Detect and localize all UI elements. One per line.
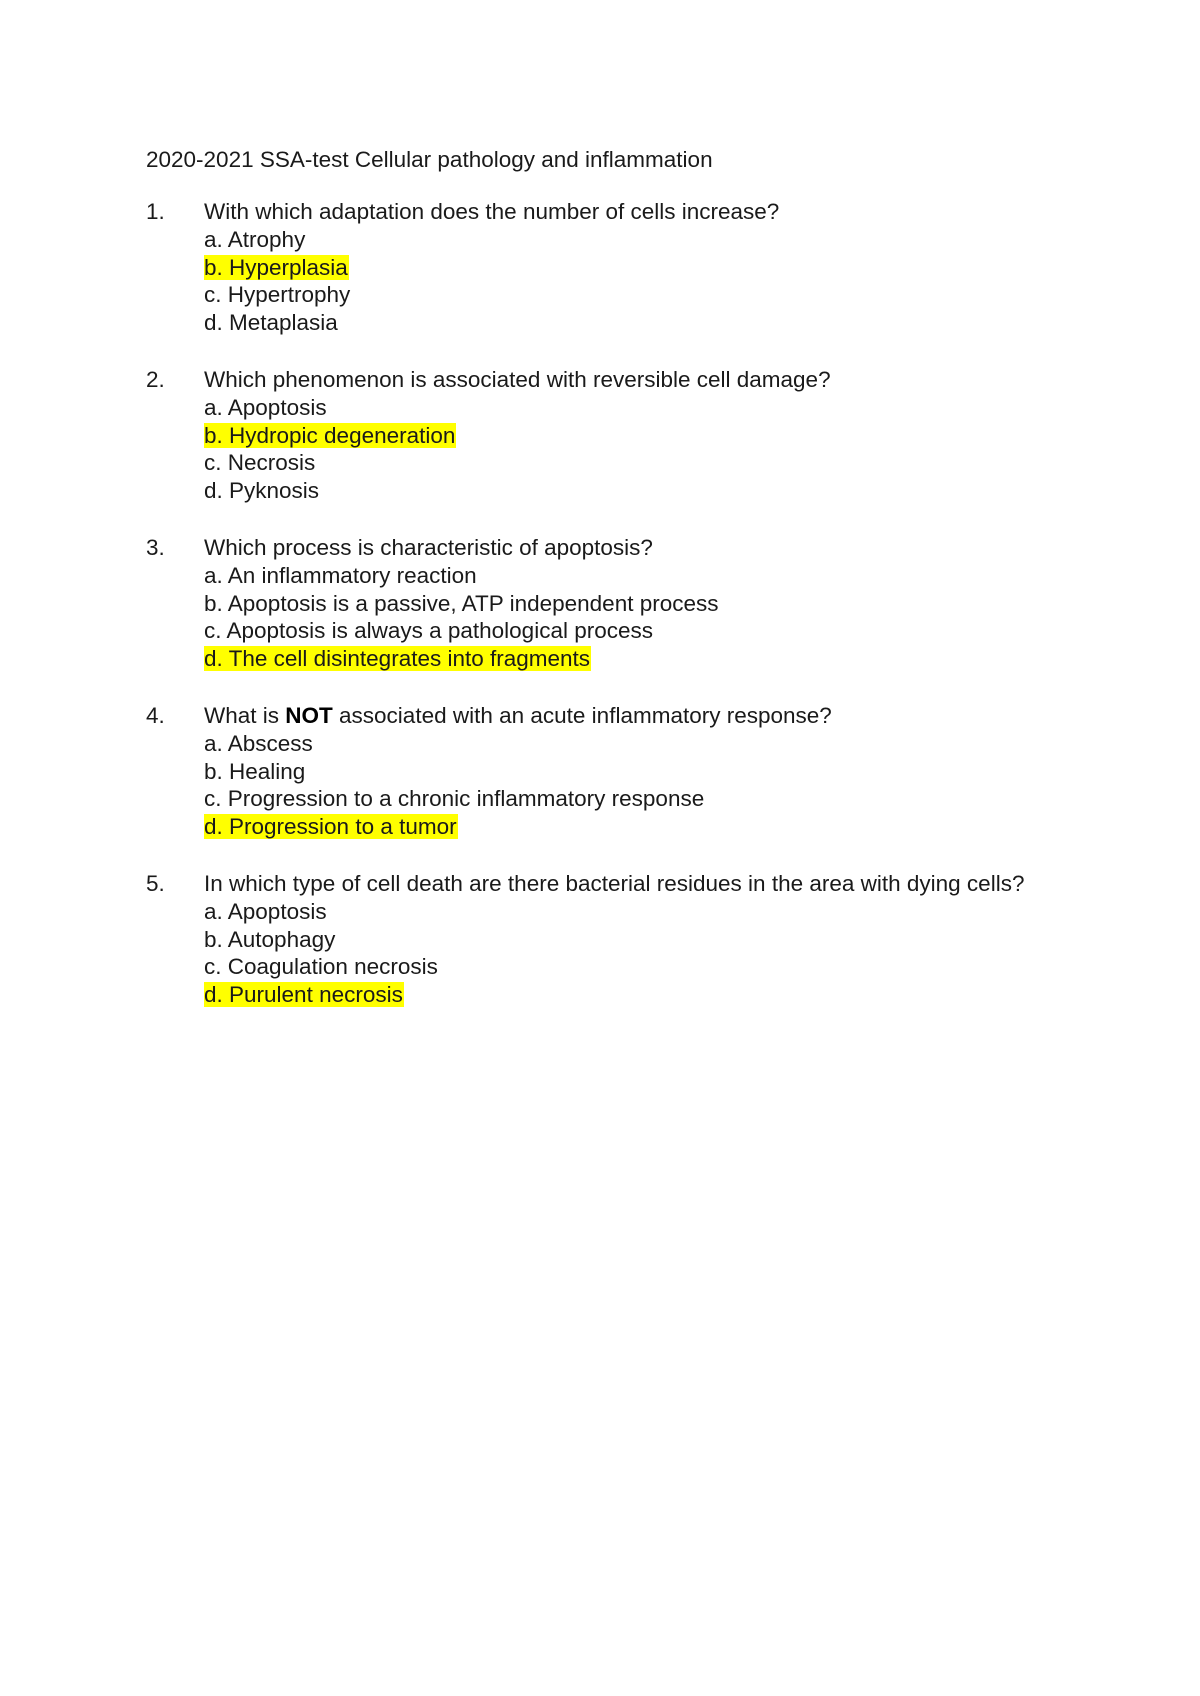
option-list — [204, 898, 1046, 1009]
option-c: c. Coagulation necrosis — [204, 954, 438, 980]
option-d: d. Pyknosis — [204, 478, 320, 504]
question-number: 3. — [146, 535, 165, 560]
question-number: 4. — [146, 703, 165, 728]
option-c: c. Apoptosis is always a pathological process — [204, 618, 653, 644]
question-number: 1. — [146, 199, 165, 224]
option-a: a. Apoptosis — [204, 394, 327, 420]
question-3 — [146, 534, 1046, 673]
document-title: 2020-2021 SSA-test Cellular pathology and inflammation — [146, 147, 713, 172]
emphasis-not: NOT — [285, 703, 333, 728]
question-text: What is NOT associated with an acute inflammatory response? — [204, 703, 832, 728]
option-a: a. Atrophy — [204, 226, 306, 252]
question-text: With which adaptation does the number of cells increase? — [204, 199, 780, 224]
question-text: In which type of cell death are there bacterial residues in the area with dying cells? — [204, 871, 1025, 896]
option-d: d. The cell disintegrates into fragments — [204, 646, 591, 672]
question-1 — [146, 198, 1046, 337]
option-c: c. Progression to a chronic inflammatory response — [204, 786, 705, 812]
question-2 — [146, 366, 1046, 505]
option-a: a. Apoptosis — [204, 898, 327, 924]
option-d: d. Purulent necrosis — [204, 982, 403, 1008]
option-c: c. Necrosis — [204, 450, 316, 476]
option-a: a. Abscess — [204, 730, 313, 756]
question-number: 5. — [146, 871, 165, 896]
question-number: 2. — [146, 367, 165, 392]
option-c: c. Hypertrophy — [204, 282, 351, 308]
option-d: d. Progression to a tumor — [204, 814, 457, 840]
option-d: d. Metaplasia — [204, 310, 338, 336]
option-b: b. Hyperplasia — [204, 254, 348, 280]
question-text: Which phenomenon is associated with reversible cell damage? — [204, 367, 831, 392]
option-list — [204, 394, 1046, 505]
option-list — [204, 730, 1046, 841]
option-b: b. Healing — [204, 758, 306, 784]
question-4 — [146, 702, 1046, 841]
option-b: b. Apoptosis is a passive, ATP independent process — [204, 590, 719, 616]
question-5 — [146, 870, 1046, 1009]
option-a: a. An inflammatory reaction — [204, 562, 477, 588]
option-b: b. Autophagy — [204, 926, 336, 952]
question-text: Which process is characteristic of apoptosis? — [204, 535, 653, 560]
option-b: b. Hydropic degeneration — [204, 422, 456, 448]
option-list — [204, 226, 1046, 337]
option-list — [204, 562, 1046, 673]
